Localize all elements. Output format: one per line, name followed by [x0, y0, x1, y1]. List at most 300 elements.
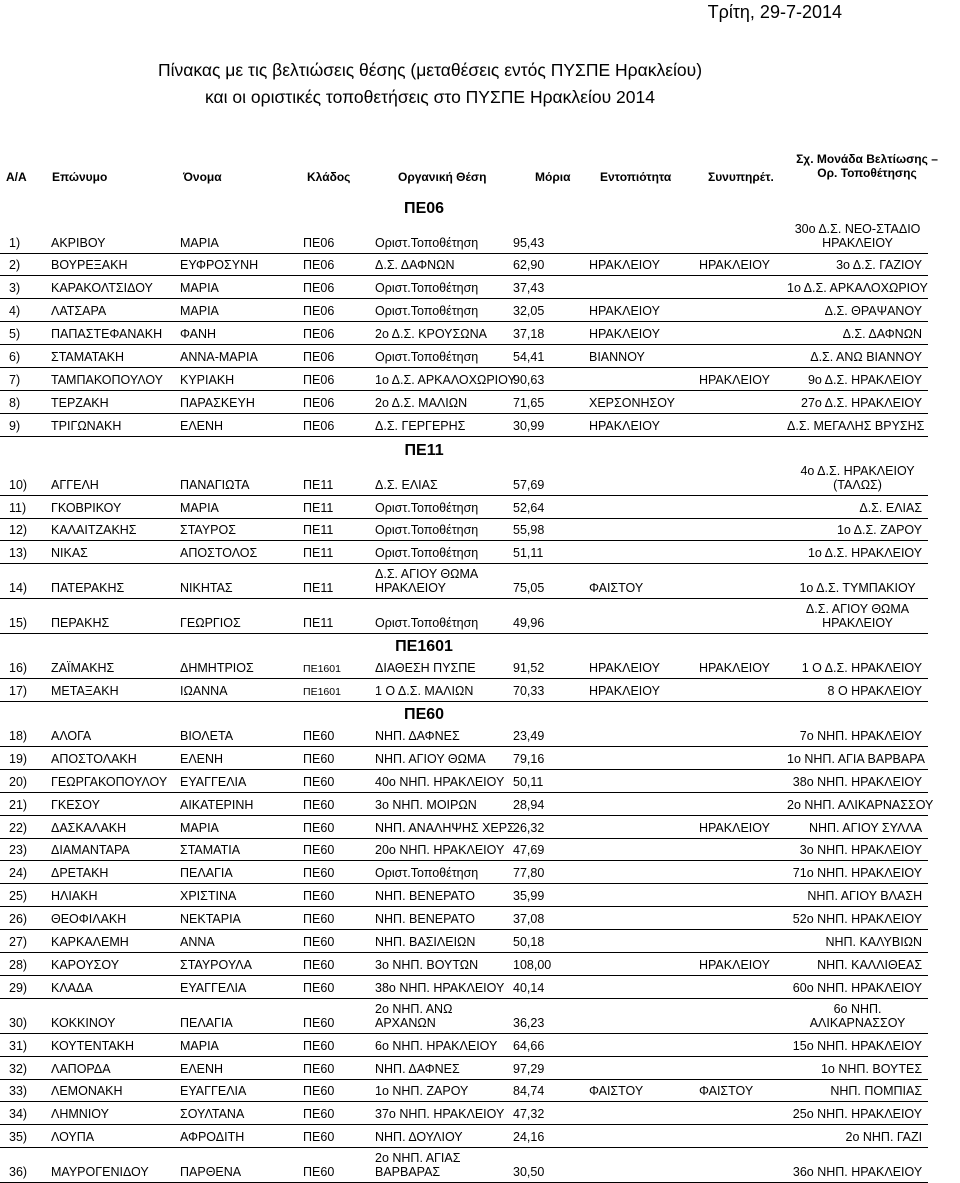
- cell-points: 23,49: [504, 724, 580, 747]
- cell-organic-post: ΝΗΠ. ΑΓΙΟΥ ΘΩΜΑ: [366, 746, 504, 769]
- cell-row-number: 17): [0, 679, 42, 702]
- cell-locality: [580, 599, 690, 634]
- cell-surname: ΚΑΛΑΙΤΖΑΚΗΣ: [42, 518, 171, 541]
- cell-surname: ΚΑΡΚΑΛΕΜΗ: [42, 930, 171, 953]
- cell-surname: ΒΟΥΡΕΞΑΚΗ: [42, 253, 171, 276]
- table-row: [0, 907, 928, 930]
- cell-branch: ΠΕ11: [294, 599, 366, 634]
- cell-branch: ΠΕ06: [294, 322, 366, 345]
- cell-locality: [580, 792, 690, 815]
- cell-cohabitation: [690, 679, 778, 702]
- cell-surname: ΛΑΤΣΑΡΑ: [42, 299, 171, 322]
- cell-first-name: ΣΤΑΜΑΤΙΑ: [171, 838, 294, 861]
- cell-surname: ΤΡΙΓΩΝΑΚΗ: [42, 413, 171, 436]
- section-heading-row: [0, 702, 928, 724]
- cell-row-number: 33): [0, 1079, 42, 1102]
- section-heading: ΠΕ06: [404, 200, 445, 217]
- cell-branch: ΠΕ06: [294, 218, 366, 253]
- cell-organic-post: 3ο ΝΗΠ. ΒΟΥΤΩΝ: [366, 952, 504, 975]
- cell-branch: ΠΕ06: [294, 345, 366, 368]
- cell-first-name: ΣΤΑΥΡΟΣ: [171, 518, 294, 541]
- cell-locality: [580, 998, 690, 1033]
- cell-first-name: ΠΕΛΑΓΙΑ: [171, 998, 294, 1033]
- cell-row-number: 32): [0, 1056, 42, 1079]
- cell-first-name: ΜΑΡΙΑ: [171, 276, 294, 299]
- cell-points: 35,99: [504, 884, 580, 907]
- cell-row-number: 11): [0, 495, 42, 518]
- cell-surname: ΗΛΙΑΚΗ: [42, 884, 171, 907]
- cell-organic-post: Δ.Σ. ΑΓΙΟΥ ΘΩΜΑ ΗΡΑΚΛΕΙΟΥ: [366, 564, 504, 599]
- cell-row-number: 2): [0, 253, 42, 276]
- cell-row-number: 13): [0, 541, 42, 564]
- cell-surname: ΓΕΩΡΓΑΚΟΠΟΥΛΟΥ: [42, 769, 171, 792]
- cell-new-school: ΝΗΠ. ΑΓΙΟΥ ΒΛΑΣΗ: [778, 884, 928, 907]
- cell-first-name: ΑΦΡΟΔΙΤΗ: [171, 1125, 294, 1148]
- cell-new-school: 4ο Δ.Σ. ΗΡΑΚΛΕΙΟΥ (ΤΑΛΩΣ): [778, 460, 928, 495]
- cell-row-number: 35): [0, 1125, 42, 1148]
- cell-branch: ΠΕ60: [294, 792, 366, 815]
- cell-first-name: ΙΩΑΝΝΑ: [171, 679, 294, 702]
- cell-points: 75,05: [504, 564, 580, 599]
- cell-locality: [580, 975, 690, 998]
- cell-new-school: 1 Ο Δ.Σ. ΗΡΑΚΛΕΙΟΥ: [778, 656, 928, 679]
- cell-points: 51,11: [504, 541, 580, 564]
- cell-locality: ΗΡΑΚΛΕΙΟΥ: [580, 253, 690, 276]
- cell-points: 30,99: [504, 413, 580, 436]
- cell-locality: [580, 218, 690, 253]
- cell-cohabitation: [690, 276, 778, 299]
- cell-first-name: ΦΑΝΗ: [171, 322, 294, 345]
- cell-points: 52,64: [504, 495, 580, 518]
- table-row: [0, 746, 928, 769]
- cell-organic-post: ΝΗΠ. ΒΕΝΕΡΑΤΟ: [366, 907, 504, 930]
- cell-row-number: 27): [0, 930, 42, 953]
- cell-organic-post: Οριστ.Τοποθέτηση: [366, 299, 504, 322]
- cell-new-school: 60ο ΝΗΠ. ΗΡΑΚΛΕΙΟΥ: [778, 975, 928, 998]
- cell-first-name: ΒΙΟΛΕΤΑ: [171, 724, 294, 747]
- date-label: Τρίτη, 29-7-2014: [707, 2, 842, 22]
- cell-row-number: 4): [0, 299, 42, 322]
- header-branch: Κλάδος: [307, 170, 351, 184]
- cell-surname: ΜΑΥΡΟΓΕΝΙΔΟΥ: [42, 1148, 171, 1183]
- cell-surname: ΓΚΕΣΟΥ: [42, 792, 171, 815]
- cell-branch: ΠΕ06: [294, 253, 366, 276]
- table-header: [0, 152, 960, 188]
- cell-surname: ΚΑΡΑΚΟΛΤΣΙΔΟΥ: [42, 276, 171, 299]
- cell-cohabitation: [690, 907, 778, 930]
- cell-organic-post: 1ο Δ.Σ. ΑΡΚΑΛΟΧΩΡΙΟΥ: [366, 367, 504, 390]
- cell-first-name: ΔΗΜΗΤΡΙΟΣ: [171, 656, 294, 679]
- cell-first-name: ΧΡΙΣΤΙΝΑ: [171, 884, 294, 907]
- cell-points: 47,32: [504, 1102, 580, 1125]
- cell-locality: [580, 930, 690, 953]
- table-row: [0, 253, 928, 276]
- cell-cohabitation: [690, 390, 778, 413]
- cell-surname: ΤΕΡΖΑΚΗ: [42, 390, 171, 413]
- assignments-table: [0, 186, 934, 1183]
- cell-locality: ΒΙΑΝΝΟΥ: [580, 345, 690, 368]
- cell-first-name: ΕΥΑΓΓΕΛΙΑ: [171, 1079, 294, 1102]
- cell-cohabitation: [690, 541, 778, 564]
- cell-cohabitation: [690, 838, 778, 861]
- cell-cohabitation: [690, 495, 778, 518]
- cell-organic-post: ΝΗΠ. ΔΑΦΝΕΣ: [366, 1056, 504, 1079]
- cell-organic-post: 2ο Δ.Σ. ΜΑΛΙΩΝ: [366, 390, 504, 413]
- cell-branch: ΠΕ60: [294, 907, 366, 930]
- cell-branch: ΠΕ60: [294, 746, 366, 769]
- cell-new-school: 1ο Δ.Σ. ΗΡΑΚΛΕΙΟΥ: [778, 541, 928, 564]
- cell-first-name: ΑΠΟΣΤΟΛΟΣ: [171, 541, 294, 564]
- cell-cohabitation: ΦΑΙΣΤΟΥ: [690, 1079, 778, 1102]
- cell-cohabitation: [690, 518, 778, 541]
- cell-cohabitation: [690, 746, 778, 769]
- cell-locality: [580, 769, 690, 792]
- cell-row-number: 1): [0, 218, 42, 253]
- cell-points: 97,29: [504, 1056, 580, 1079]
- cell-cohabitation: [690, 861, 778, 884]
- cell-new-school: 1ο ΝΗΠ. ΑΓΙΑ ΒΑΡΒΑΡΑ: [778, 746, 928, 769]
- table-row: [0, 1125, 928, 1148]
- cell-row-number: 20): [0, 769, 42, 792]
- table-row: [0, 1033, 928, 1056]
- cell-branch: ΠΕ60: [294, 930, 366, 953]
- cell-new-school: 25ο ΝΗΠ. ΗΡΑΚΛΕΙΟΥ: [778, 1102, 928, 1125]
- table-row: [0, 599, 928, 634]
- cell-first-name: ΑΙΚΑΤΕΡΙΝΗ: [171, 792, 294, 815]
- cell-new-school: Δ.Σ. ΕΛΙΑΣ: [778, 495, 928, 518]
- cell-surname: ΣΤΑΜΑΤΑΚΗ: [42, 345, 171, 368]
- document-title-line-2: και οι οριστικές τοποθετήσεις στο ΠΥΣΠΕ Ηρακλείου 2014: [205, 87, 655, 107]
- cell-row-number: 31): [0, 1033, 42, 1056]
- table-row: [0, 679, 928, 702]
- cell-points: 57,69: [504, 460, 580, 495]
- cell-surname: ΚΛΑΔΑ: [42, 975, 171, 998]
- cell-cohabitation: [690, 1125, 778, 1148]
- table-row: [0, 769, 928, 792]
- cell-organic-post: Οριστ.Τοποθέτηση: [366, 218, 504, 253]
- cell-organic-post: 2ο ΝΗΠ. ΑΓΙΑΣ ΒΑΡΒΑΡΑΣ: [366, 1148, 504, 1183]
- cell-branch: ΠΕ60: [294, 1102, 366, 1125]
- cell-first-name: ΝΙΚΗΤΑΣ: [171, 564, 294, 599]
- cell-row-number: 16): [0, 656, 42, 679]
- cell-points: 49,96: [504, 599, 580, 634]
- cell-row-number: 23): [0, 838, 42, 861]
- cell-row-number: 28): [0, 952, 42, 975]
- cell-organic-post: Δ.Σ. ΔΑΦΝΩΝ: [366, 253, 504, 276]
- cell-row-number: 22): [0, 815, 42, 838]
- cell-locality: [580, 460, 690, 495]
- cell-row-number: 36): [0, 1148, 42, 1183]
- cell-locality: [580, 952, 690, 975]
- cell-new-school: 1ο Δ.Σ. ΑΡΚΑΛΟΧΩΡΙΟΥ: [778, 276, 928, 299]
- cell-organic-post: 37ο ΝΗΠ. ΗΡΑΚΛΕΙΟΥ: [366, 1102, 504, 1125]
- table-row: [0, 952, 928, 975]
- cell-first-name: ΑΝΝΑ-ΜΑΡΙΑ: [171, 345, 294, 368]
- cell-branch: ΠΕ60: [294, 1125, 366, 1148]
- cell-points: 30,50: [504, 1148, 580, 1183]
- cell-new-school: 27ο Δ.Σ. ΗΡΑΚΛΕΙΟΥ: [778, 390, 928, 413]
- cell-row-number: 29): [0, 975, 42, 998]
- header-surname: Επώνυμο: [52, 170, 108, 184]
- cell-branch: ΠΕ06: [294, 390, 366, 413]
- header-locality: Εντοπιότητα: [600, 170, 672, 184]
- cell-new-school: 71ο ΝΗΠ. ΗΡΑΚΛΕΙΟΥ: [778, 861, 928, 884]
- cell-organic-post: ΝΗΠ. ΒΕΝΕΡΑΤΟ: [366, 884, 504, 907]
- table-row: [0, 656, 928, 679]
- cell-first-name: ΜΑΡΙΑ: [171, 495, 294, 518]
- header-post: Οργανική Θέση: [398, 170, 487, 184]
- table-row: [0, 838, 928, 861]
- cell-surname: ΛΑΠΟΡΔΑ: [42, 1056, 171, 1079]
- cell-points: 64,66: [504, 1033, 580, 1056]
- cell-surname: ΔΑΣΚΑΛΑΚΗ: [42, 815, 171, 838]
- cell-branch: ΠΕ11: [294, 541, 366, 564]
- cell-branch: ΠΕ60: [294, 815, 366, 838]
- cell-points: 40,14: [504, 975, 580, 998]
- cell-branch: ΠΕ60: [294, 952, 366, 975]
- cell-new-school: 8 Ο ΗΡΑΚΛΕΙΟΥ: [778, 679, 928, 702]
- cell-first-name: ΠΑΡΑΣΚΕΥΗ: [171, 390, 294, 413]
- cell-organic-post: 6ο ΝΗΠ. ΗΡΑΚΛΕΙΟΥ: [366, 1033, 504, 1056]
- cell-organic-post: 1ο ΝΗΠ. ΖΑΡΟΥ: [366, 1079, 504, 1102]
- cell-points: 37,08: [504, 907, 580, 930]
- cell-new-school: Δ.Σ. ΜΕΓΑΛΗΣ ΒΡΥΣΗΣ: [778, 413, 928, 436]
- cell-branch: ΠΕ1601: [294, 656, 366, 679]
- cell-branch: ΠΕ60: [294, 1079, 366, 1102]
- cell-surname: ΑΛΟΓΑ: [42, 724, 171, 747]
- cell-cohabitation: [690, 1102, 778, 1125]
- cell-first-name: ΠΑΡΘΕΝΑ: [171, 1148, 294, 1183]
- cell-new-school: 6ο ΝΗΠ. ΑΛΙΚΑΡΝΑΣΣΟΥ: [778, 998, 928, 1033]
- cell-cohabitation: [690, 724, 778, 747]
- cell-new-school: 30ο Δ.Σ. ΝΕΟ-ΣΤΑΔΙΟ ΗΡΑΚΛΕΙΟΥ: [778, 218, 928, 253]
- cell-first-name: ΕΛΕΝΗ: [171, 413, 294, 436]
- table-row: [0, 998, 928, 1033]
- cell-first-name: ΜΑΡΙΑ: [171, 218, 294, 253]
- cell-row-number: 21): [0, 792, 42, 815]
- cell-organic-post: Δ.Σ. ΕΛΙΑΣ: [366, 460, 504, 495]
- cell-row-number: 25): [0, 884, 42, 907]
- cell-new-school: 36ο ΝΗΠ. ΗΡΑΚΛΕΙΟΥ: [778, 1148, 928, 1183]
- cell-organic-post: Οριστ.Τοποθέτηση: [366, 495, 504, 518]
- cell-new-school: ΝΗΠ. ΑΓΙΟΥ ΣΥΛΛΑ: [778, 815, 928, 838]
- cell-row-number: 3): [0, 276, 42, 299]
- cell-cohabitation: [690, 769, 778, 792]
- cell-row-number: 18): [0, 724, 42, 747]
- cell-cohabitation: [690, 345, 778, 368]
- table-row: [0, 930, 928, 953]
- cell-surname: ΠΑΤΕΡΑΚΗΣ: [42, 564, 171, 599]
- cell-locality: [580, 495, 690, 518]
- header-aa: Α/Α: [6, 170, 27, 184]
- cell-locality: [580, 367, 690, 390]
- cell-row-number: 19): [0, 746, 42, 769]
- cell-organic-post: 2ο Δ.Σ. ΚΡΟΥΣΩΝΑ: [366, 322, 504, 345]
- cell-organic-post: Οριστ.Τοποθέτηση: [366, 276, 504, 299]
- cell-organic-post: 1 Ο Δ.Σ. ΜΑΛΙΩΝ: [366, 679, 504, 702]
- cell-points: 26,32: [504, 815, 580, 838]
- cell-cohabitation: ΗΡΑΚΛΕΙΟΥ: [690, 815, 778, 838]
- table-row: [0, 218, 928, 253]
- cell-cohabitation: [690, 1148, 778, 1183]
- cell-row-number: 8): [0, 390, 42, 413]
- cell-locality: ΦΑΙΣΤΟΥ: [580, 1079, 690, 1102]
- cell-surname: ΠΑΠΑΣΤΕΦΑΝΑΚΗ: [42, 322, 171, 345]
- cell-new-school: 2ο ΝΗΠ. ΑΛΙΚΑΡΝΑΣΣΟΥ: [778, 792, 928, 815]
- cell-organic-post: 38ο ΝΗΠ. ΗΡΑΚΛΕΙΟΥ: [366, 975, 504, 998]
- cell-new-school: Δ.Σ. ΑΓΙΟΥ ΘΩΜΑ ΗΡΑΚΛΕΙΟΥ: [778, 599, 928, 634]
- cell-locality: [580, 276, 690, 299]
- cell-row-number: 30): [0, 998, 42, 1033]
- cell-new-school: 9ο Δ.Σ. ΗΡΑΚΛΕΙΟΥ: [778, 367, 928, 390]
- cell-cohabitation: [690, 460, 778, 495]
- cell-locality: [580, 724, 690, 747]
- cell-points: 24,16: [504, 1125, 580, 1148]
- cell-points: 32,05: [504, 299, 580, 322]
- cell-row-number: 5): [0, 322, 42, 345]
- cell-row-number: 26): [0, 907, 42, 930]
- cell-cohabitation: ΗΡΑΚΛΕΙΟΥ: [690, 253, 778, 276]
- cell-branch: ΠΕ11: [294, 495, 366, 518]
- cell-locality: [580, 1125, 690, 1148]
- document-title-line-1: Πίνακας με τις βελτιώσεις θέσης (μεταθέσεις εντός ΠΥΣΠΕ Ηρακλείου): [157, 60, 703, 80]
- cell-new-school: 2ο ΝΗΠ. ΓΑΖΙ: [778, 1125, 928, 1148]
- cell-locality: [580, 838, 690, 861]
- cell-locality: [580, 884, 690, 907]
- cell-points: 95,43: [504, 218, 580, 253]
- cell-locality: [580, 746, 690, 769]
- cell-organic-post: ΔΙΑΘΕΣΗ ΠΥΣΠΕ: [366, 656, 504, 679]
- cell-cohabitation: [690, 1033, 778, 1056]
- cell-locality: ΗΡΑΚΛΕΙΟΥ: [580, 679, 690, 702]
- table-row: [0, 1079, 928, 1102]
- cell-cohabitation: ΗΡΑΚΛΕΙΟΥ: [690, 367, 778, 390]
- cell-organic-post: Οριστ.Τοποθέτηση: [366, 345, 504, 368]
- cell-first-name: ΕΛΕΝΗ: [171, 746, 294, 769]
- section-heading: ΠΕ60: [404, 705, 445, 723]
- table-row: [0, 276, 928, 299]
- table-row: [0, 541, 928, 564]
- cell-first-name: ΑΝΝΑ: [171, 930, 294, 953]
- cell-cohabitation: [690, 884, 778, 907]
- cell-row-number: 10): [0, 460, 42, 495]
- cell-new-school: Δ.Σ. ΑΝΩ ΒΙΑΝΝΟΥ: [778, 345, 928, 368]
- cell-cohabitation: [690, 599, 778, 634]
- header-cohab: Συνυπηρέτ.: [708, 170, 774, 184]
- cell-new-school: 52ο ΝΗΠ. ΗΡΑΚΛΕΙΟΥ: [778, 907, 928, 930]
- cell-organic-post: 20ο ΝΗΠ. ΗΡΑΚΛΕΙΟΥ: [366, 838, 504, 861]
- cell-cohabitation: [690, 218, 778, 253]
- cell-locality: ΗΡΑΚΛΕΙΟΥ: [580, 299, 690, 322]
- cell-first-name: ΕΥΦΡΟΣΥΝΗ: [171, 253, 294, 276]
- section-heading-row: [0, 436, 928, 460]
- cell-locality: ΗΡΑΚΛΕΙΟΥ: [580, 322, 690, 345]
- cell-surname: ΑΓΓΕΛΗ: [42, 460, 171, 495]
- cell-surname: ΔΙΑΜΑΝΤΑΡΑ: [42, 838, 171, 861]
- cell-first-name: ΕΛΕΝΗ: [171, 1056, 294, 1079]
- cell-surname: ΖΑΪΜΑΚΗΣ: [42, 656, 171, 679]
- cell-row-number: 7): [0, 367, 42, 390]
- cell-cohabitation: [690, 1056, 778, 1079]
- table-row: [0, 861, 928, 884]
- cell-surname: ΠΕΡΑΚΗΣ: [42, 599, 171, 634]
- cell-branch: ΠΕ60: [294, 1148, 366, 1183]
- cell-branch: ΠΕ11: [294, 460, 366, 495]
- cell-organic-post: ΝΗΠ. ΑΝΑΛΗΨΗΣ ΧΕΡΣ.: [366, 815, 504, 838]
- cell-new-school: Δ.Σ. ΔΑΦΝΩΝ: [778, 322, 928, 345]
- table-row: [0, 460, 928, 495]
- cell-points: 55,98: [504, 518, 580, 541]
- cell-locality: [580, 518, 690, 541]
- cell-branch: ΠΕ11: [294, 564, 366, 599]
- table-row: [0, 975, 928, 998]
- cell-first-name: ΚΥΡΙΑΚΗ: [171, 367, 294, 390]
- cell-points: 79,16: [504, 746, 580, 769]
- cell-surname: ΜΕΤΑΞΑΚΗ: [42, 679, 171, 702]
- cell-cohabitation: ΗΡΑΚΛΕΙΟΥ: [690, 952, 778, 975]
- cell-locality: ΗΡΑΚΛΕΙΟΥ: [580, 656, 690, 679]
- cell-locality: [580, 861, 690, 884]
- cell-points: 50,18: [504, 930, 580, 953]
- cell-points: 50,11: [504, 769, 580, 792]
- cell-first-name: ΕΥΑΓΓΕΛΙΑ: [171, 769, 294, 792]
- cell-locality: [580, 1148, 690, 1183]
- cell-points: 47,69: [504, 838, 580, 861]
- table-row: [0, 815, 928, 838]
- table-row: [0, 518, 928, 541]
- cell-surname: ΤΑΜΠΑΚΟΠΟΥΛΟΥ: [42, 367, 171, 390]
- cell-branch: ΠΕ60: [294, 1033, 366, 1056]
- cell-new-school: 1ο ΝΗΠ. ΒΟΥΤΕΣ: [778, 1056, 928, 1079]
- cell-locality: ΦΑΙΣΤΟΥ: [580, 564, 690, 599]
- cell-points: 62,90: [504, 253, 580, 276]
- cell-branch: ΠΕ11: [294, 518, 366, 541]
- cell-points: 91,52: [504, 656, 580, 679]
- cell-new-school: 1ο Δ.Σ. ΤΥΜΠΑΚΙΟΥ: [778, 564, 928, 599]
- cell-points: 84,74: [504, 1079, 580, 1102]
- cell-locality: [580, 907, 690, 930]
- cell-branch: ΠΕ60: [294, 861, 366, 884]
- cell-organic-post: ΝΗΠ. ΒΑΣΙΛΕΙΩΝ: [366, 930, 504, 953]
- header-name: Όνομα: [183, 170, 222, 184]
- cell-branch: ΠΕ06: [294, 367, 366, 390]
- cell-cohabitation: [690, 792, 778, 815]
- table-row: [0, 884, 928, 907]
- cell-surname: ΛΗΜΝΙΟΥ: [42, 1102, 171, 1125]
- cell-first-name: ΜΑΡΙΑ: [171, 1033, 294, 1056]
- cell-surname: ΔΡΕΤΑΚΗ: [42, 861, 171, 884]
- cell-organic-post: Οριστ.Τοποθέτηση: [366, 861, 504, 884]
- cell-branch: ΠΕ60: [294, 724, 366, 747]
- table-row: [0, 367, 928, 390]
- cell-locality: [580, 1056, 690, 1079]
- cell-row-number: 15): [0, 599, 42, 634]
- table-row: [0, 1102, 928, 1125]
- cell-cohabitation: [690, 299, 778, 322]
- cell-surname: ΛΟΥΠΑ: [42, 1125, 171, 1148]
- table-row: [0, 724, 928, 747]
- cell-first-name: ΓΕΩΡΓΙΟΣ: [171, 599, 294, 634]
- cell-first-name: ΝΕΚΤΑΡΙΑ: [171, 907, 294, 930]
- section-heading-row: [0, 186, 928, 218]
- cell-branch: ΠΕ60: [294, 838, 366, 861]
- cell-first-name: ΕΥΑΓΓΕΛΙΑ: [171, 975, 294, 998]
- table-row: [0, 345, 928, 368]
- cell-surname: ΛΕΜΟΝΑΚΗ: [42, 1079, 171, 1102]
- cell-points: 77,80: [504, 861, 580, 884]
- cell-first-name: ΜΑΡΙΑ: [171, 815, 294, 838]
- cell-row-number: 14): [0, 564, 42, 599]
